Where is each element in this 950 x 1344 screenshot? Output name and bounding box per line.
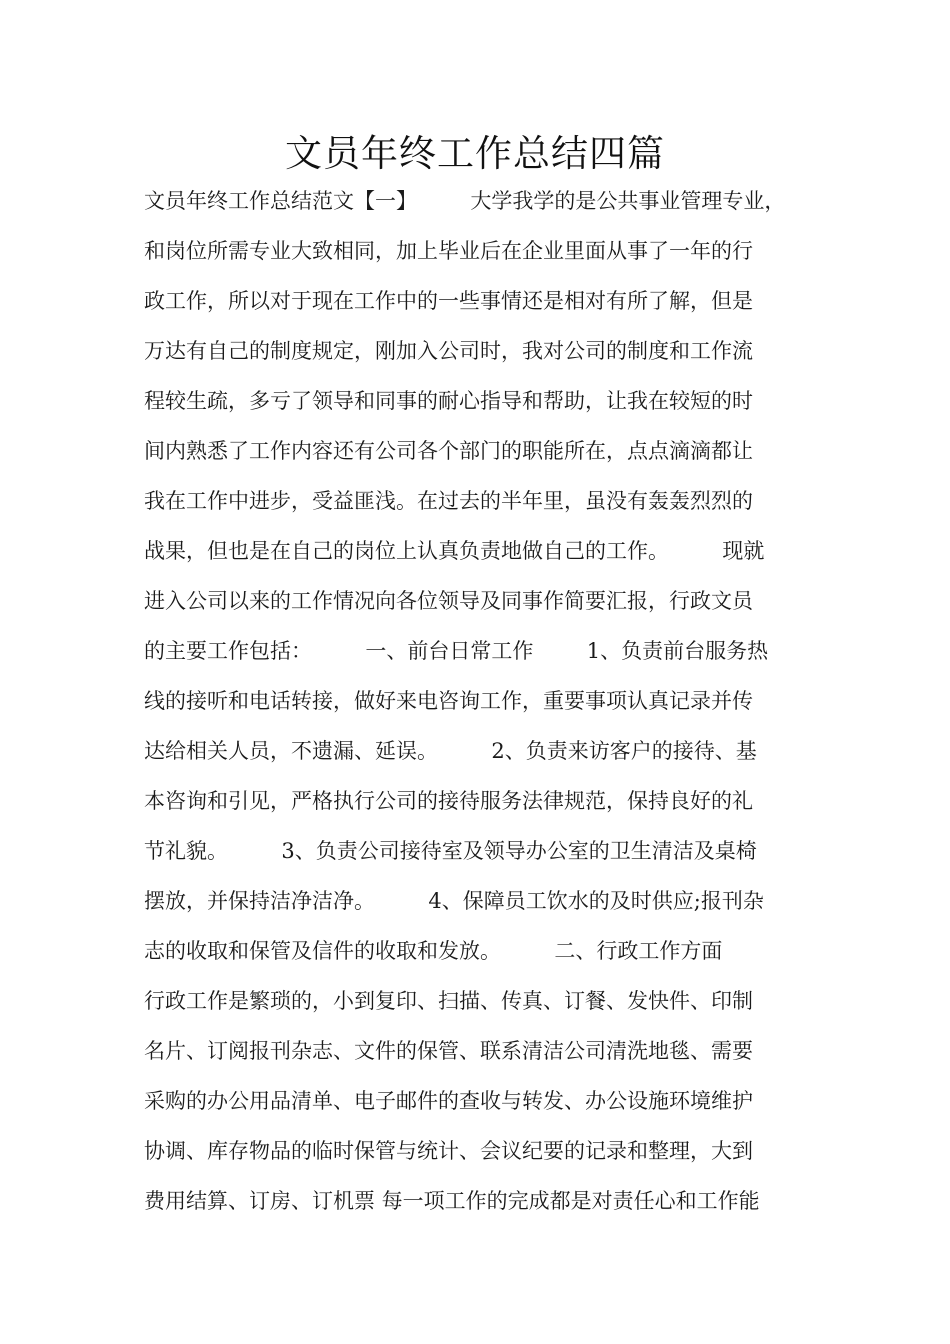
body-line: 协调、库存物品的临时保管与统计、会议纪要的记录和整理，大到 xyxy=(144,1139,753,1163)
body-line: 间内熟悉了工作内容还有公司各个部门的职能所在，点点滴滴都让 xyxy=(144,439,753,463)
body-line: 和岗位所需专业大致相同，加上毕业后在企业里面从事了一年的行 xyxy=(144,239,753,263)
body-line: 达给相关人员，不遗漏、延误。 2、负责来访客户的接待、基 xyxy=(144,739,757,763)
body-line: 进入公司以来的工作情况向各位领导及同事作简要汇报，行政文员 xyxy=(144,589,753,613)
body-line: 摆放，并保持洁净洁净。 4、保障员工饮水的及时供应;报刊杂 xyxy=(144,889,764,913)
body-line: 文员年终工作总结范文【一】 大学我学的是公共事业管理专业， xyxy=(144,189,786,213)
body-line: 的主要工作包括： 一、前台日常工作 1、负责前台服务热 xyxy=(144,639,769,663)
document-title: 文员年终工作总结四篇 xyxy=(285,132,665,175)
body-line: 线的接听和电话转接，做好来电咨询工作，重要事项认真记录并传 xyxy=(144,689,753,713)
body-line: 费用结算、订房、订机票 每一项工作的完成都是对责任心和工作能 xyxy=(144,1189,760,1213)
body-line: 采购的办公用品清单、电子邮件的查收与转发、办公设施环境维护 xyxy=(144,1089,753,1113)
body-line: 政工作，所以对于现在工作中的一些事情还是相对有所了解，但是 xyxy=(144,289,753,313)
body-line: 志的收取和保管及信件的收取和发放。 二、行政工作方面 xyxy=(144,939,723,963)
body-line: 名片、订阅报刊杂志、文件的保管、联系清洁公司清洗地毯、需要 xyxy=(144,1039,753,1063)
body-line: 节礼貌。 3、负责公司接待室及领导办公室的卫生清洁及桌椅 xyxy=(144,839,757,863)
body-line: 万达有自己的制度规定，刚加入公司时，我对公司的制度和工作流 xyxy=(144,339,753,363)
body-line: 我在工作中进步，受益匪浅。在过去的半年里，虽没有轰轰烈烈的 xyxy=(144,489,753,513)
body-line: 行政工作是繁琐的，小到复印、扫描、传真、订餐、发快件、印制 xyxy=(144,989,753,1013)
body-line: 战果，但也是在自己的岗位上认真负责地做自己的工作。 现就 xyxy=(144,539,765,563)
body-line: 本咨询和引见，严格执行公司的接待服务法律规范，保持良好的礼 xyxy=(144,789,753,813)
body-line: 程较生疏，多亏了领导和同事的耐心指导和帮助，让我在较短的时 xyxy=(144,389,753,413)
document-body xyxy=(144,176,824,1226)
